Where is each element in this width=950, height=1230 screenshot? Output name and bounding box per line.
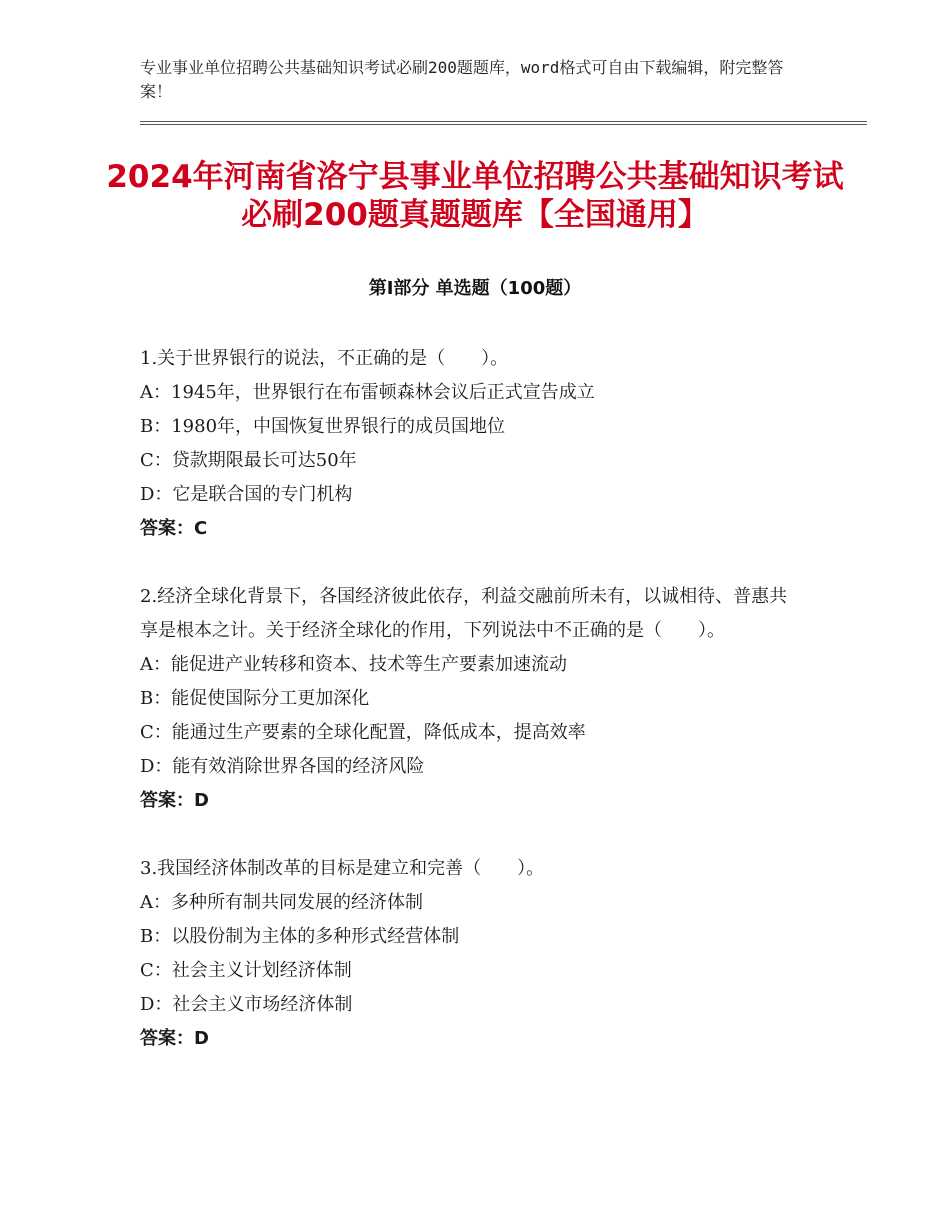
- question-item: [140, 852, 800, 1056]
- question-item: [140, 342, 800, 546]
- option-b: B：1980年，中国恢复世界银行的成员国地位: [140, 416, 506, 437]
- question-stem: 2.经济全球化背景下，各国经济彼此依存，利益交融前所未有，以诚相待、普惠共享是根本之计。关于经济全球化的作用，下列说法中不正确的是（ ）。: [140, 586, 788, 641]
- option-c: C：社会主义计划经济体制: [140, 960, 352, 981]
- option-b: B：能促使国际分工更加深化: [140, 688, 370, 709]
- question-stem: 1.关于世界银行的说法，不正确的是（ ）。: [140, 348, 509, 369]
- option-d: D：能有效消除世界各国的经济风险: [140, 756, 425, 777]
- answer-line: 答案：D: [140, 790, 209, 811]
- document-title: 2024年河南省洛宁县事业单位招聘公共基础知识考试必刷200题真题题库【全国通用】: [106, 159, 844, 233]
- option-d: D：社会主义市场经济体制: [140, 994, 353, 1015]
- header-note: 专业事业单位招聘公共基础知识考试必刷200题题库，word格式可自由下载编辑，附完整答案！: [140, 58, 784, 101]
- option-a: A：1945年，世界银行在布雷顿森林会议后正式宣告成立: [140, 382, 595, 403]
- question-list: [140, 342, 800, 1090]
- option-c: C：贷款期限最长可达50年: [140, 450, 357, 471]
- option-d: D：它是联合国的专门机构: [140, 484, 353, 505]
- option-a: A：能促进产业转移和资本、技术等生产要素加速流动: [140, 654, 567, 675]
- header-divider: [140, 121, 867, 125]
- option-b: B：以股份制为主体的多种形式经营体制: [140, 926, 460, 947]
- answer-line: 答案：D: [140, 1028, 209, 1049]
- part-heading: 第Ⅰ部分 单选题（100题）: [368, 278, 582, 299]
- option-a: A：多种所有制共同发展的经济体制: [140, 892, 423, 913]
- option-c: C：能通过生产要素的全球化配置，降低成本，提高效率: [140, 722, 586, 743]
- answer-line: 答案：C: [140, 518, 208, 539]
- question-stem: 3.我国经济体制改革的目标是建立和完善（ ）。: [140, 858, 545, 879]
- question-item: [140, 580, 800, 818]
